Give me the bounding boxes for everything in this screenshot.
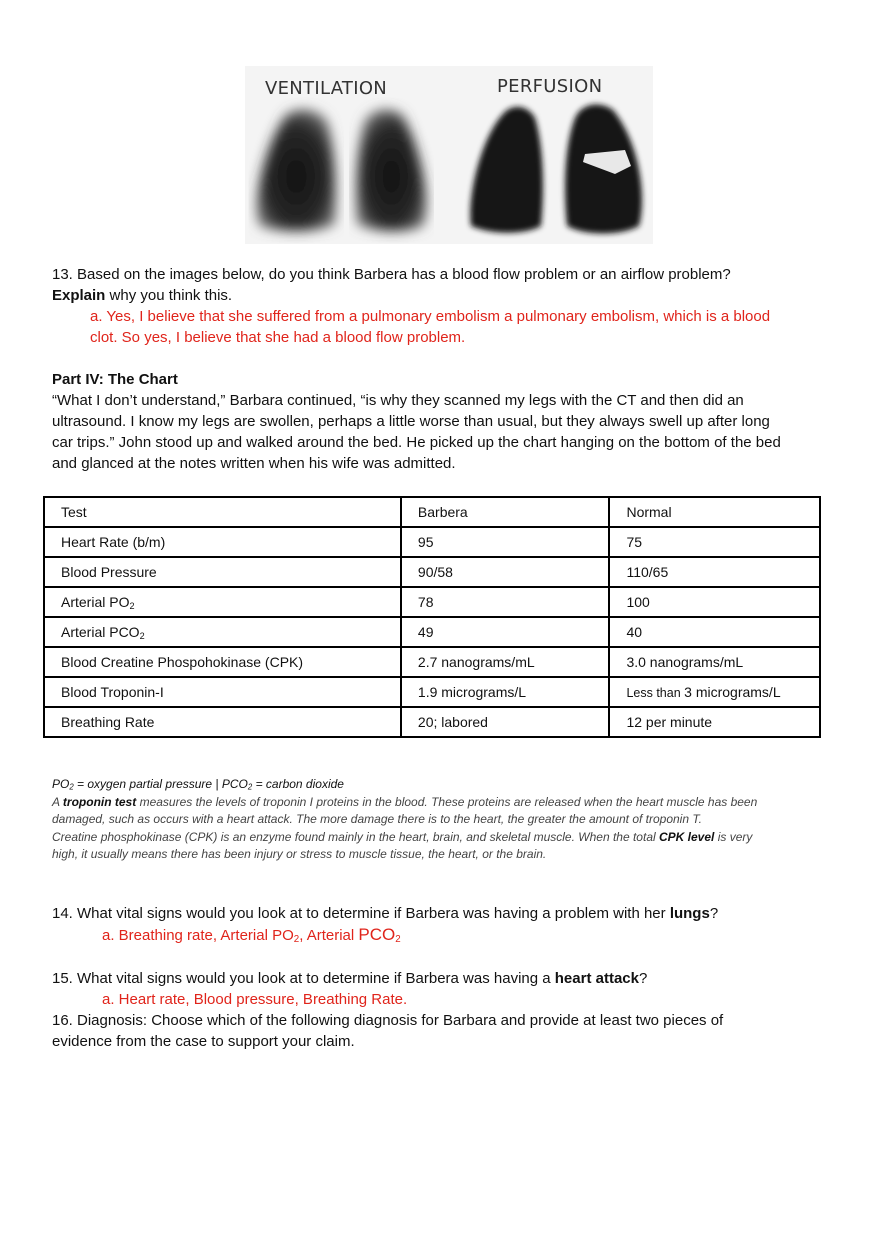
q13-question: 13. Based on the images below, do you think Barbera has a blood flow problem or an airflow problem? (52, 266, 731, 283)
q13-bold: Explain (52, 287, 106, 304)
q14-answer: a. Breathing rate, Arterial $PO_2$, Arterial $PCO_2$ (102, 925, 401, 945)
table-row: Blood Creatine Phospohokinase (CPK) 2.7 nanograms/mL 3.0 nanograms/mL (44, 647, 820, 677)
table-notes: $PO_2$ = oxygen partial pressure | $PCO_2$ = carbon dioxide A troponin test measures the levels of troponin I proteins in the blood. These proteins are released when the heart muscle has been damaged, such as occurs with a heart attack. The more damage there is to the heart, the greater the amount of troponin T. Creatine phosphokinase (CPK) is an enzyme found mainly in the heart, brain, and skeletal muscle. When the total CPK level is very high, it usually means there has been injury or stress to muscle tissue, the heart, or the brain. (52, 777, 758, 861)
q13-answer: a. Yes, I believe that she suffered from a pulmonary embolism a pulmonary embolism, which is a blood (90, 308, 771, 325)
header-normal: Normal (609, 497, 820, 527)
ventilation-label: VENTILATION (265, 78, 388, 99)
part4-line: car trips.” John stood up and walked around the bed. He picked up the chart hanging on the bottom of the bed (52, 434, 781, 451)
table-row: Arterial $PCO_2$ 49 40 (44, 617, 820, 647)
table-row: Blood Troponin-I 1.9 micrograms/L Less than 3 micrograms/L (44, 677, 820, 707)
header-test: Test (44, 497, 401, 527)
header-barbera: Barbera (401, 497, 610, 527)
q16-line: 16. Diagnosis: Choose which of the following diagnosis for Barbara and provide at least two pieces of (52, 1012, 724, 1029)
q15-answer: a. Heart rate, Blood pressure, Breathing Rate. (102, 991, 408, 1008)
table-row: Heart Rate (b/m) 95 75 (44, 527, 820, 557)
part4-line: ultrasound. I know my legs are swollen, perhaps a little worse than usual, but they always swell up after long (52, 413, 770, 430)
table-row: Breathing Rate 20; labored 12 per minute (44, 707, 820, 737)
part4-line: and glanced at the notes written when his wife was admitted. (52, 455, 456, 472)
q15: 15. What vital signs would you look at to determine if Barbera was having a heart attack? a. Heart rate, Blood pressure, Breathing Rate. 16. Diagnosis: Choose which of the following diagnosis for Barbara and provide at least two pieces of evidence from the case to support your claim. (52, 968, 842, 1052)
part4-heading: Part IV: The Chart (52, 371, 178, 388)
table-row: Blood Pressure 90/58 110/65 (44, 557, 820, 587)
table-row: Arterial $PO_2$ 78 100 (44, 587, 820, 617)
q16-line: evidence from the case to support your claim. (52, 1033, 355, 1050)
lung-scan-image (245, 66, 653, 244)
perfusion-label: PERFUSION (497, 76, 603, 97)
q14: 14. What vital signs would you look at to determine if Barbera was having a problem with her lungs? a. Breathing rate, Arterial $PO_2$, Arterial $PCO_2$ (52, 903, 842, 946)
main-text: 13. Based on the images below, do you think Barbera has a blood flow problem or an airflow problem? Explain why you think this. a. Yes, I believe that she suffered from a pulmonary embolism a pulmonary embolism, which is a blood clot. So yes, I believe that she had a blood flow problem. Part IV: The Chart “What I don’t understand,” Barbara continued, “is why they scanned my legs with the CT and then did an ultrasound. I know my legs are swollen, perhaps a little worse than usual, but they always swell up after long car trips.” John stood up and walked around the bed. He picked up the chart hanging on the bottom of the bed and glanced at the notes written when his wife was admitted. (52, 264, 832, 474)
part4-line: “What I don’t understand,” Barbara continued, “is why they scanned my legs with the CT and then did an (52, 392, 744, 409)
q13-answer-2: clot. So yes, I believe that she had a blood flow problem. (90, 329, 466, 346)
vitals-table (43, 496, 821, 738)
table-header-row (44, 497, 820, 527)
